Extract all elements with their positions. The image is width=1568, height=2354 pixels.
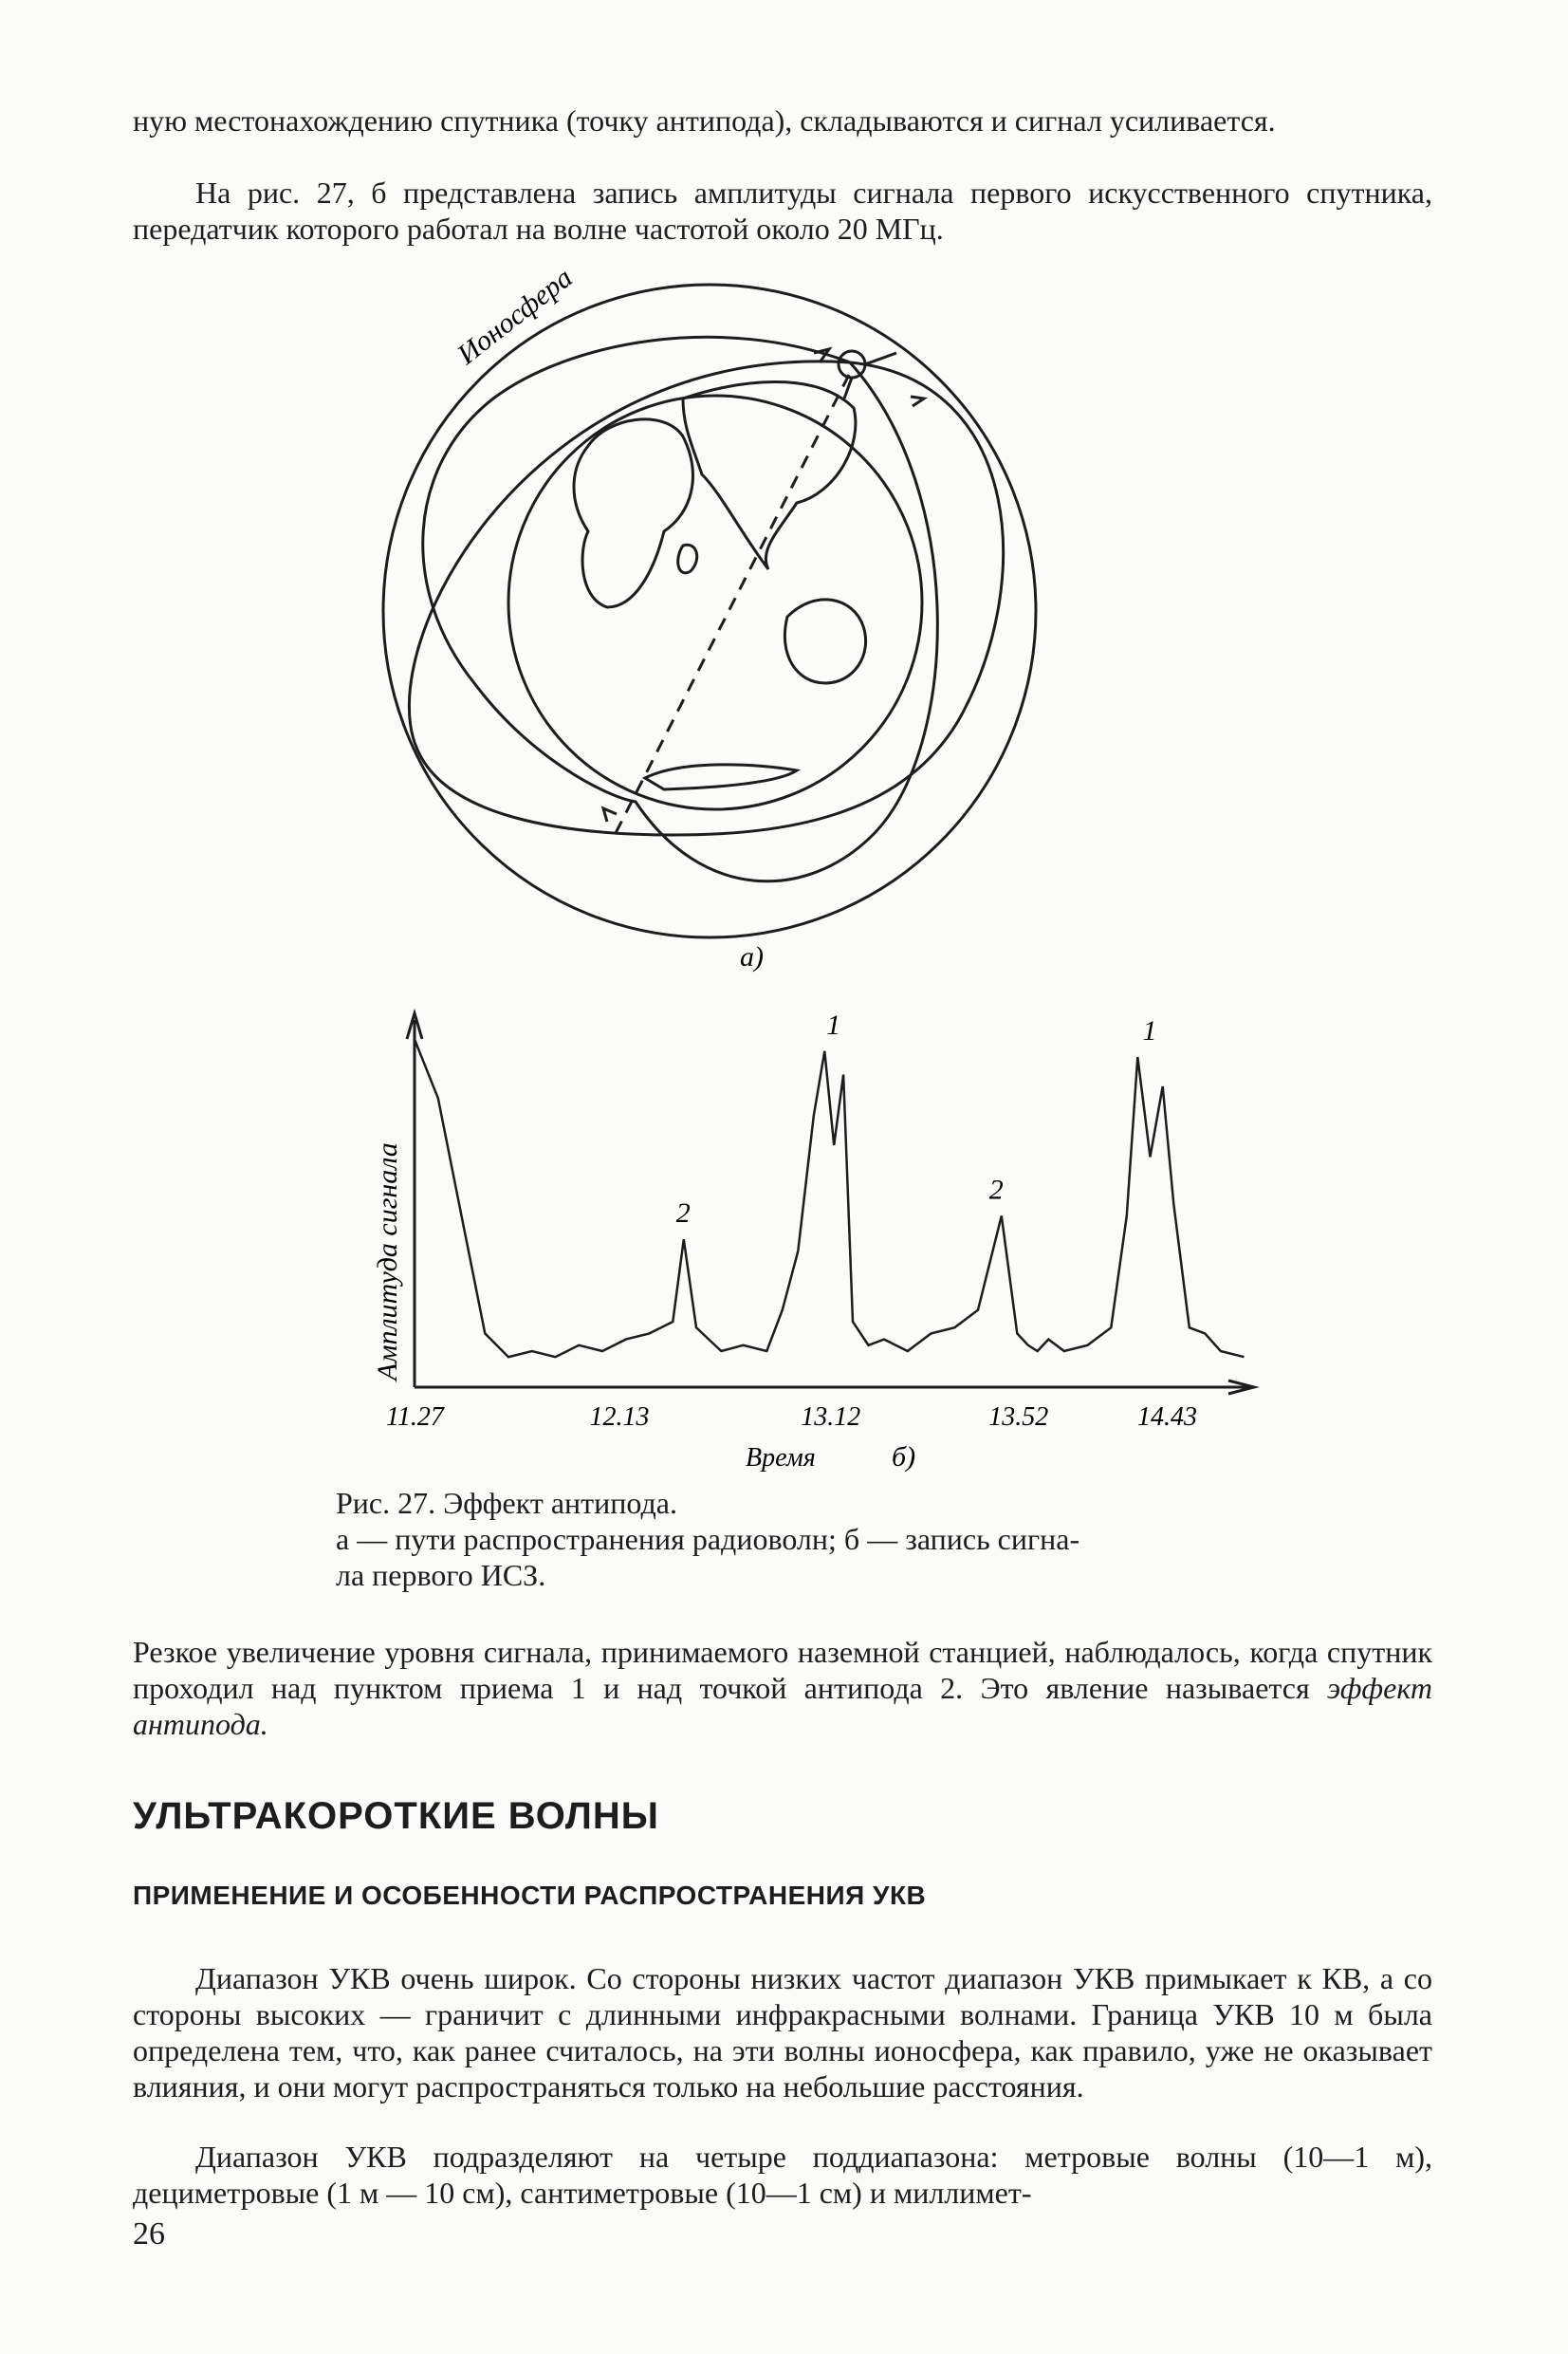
earth-circle: [508, 396, 922, 809]
paragraph-continuation: ную местонахождению спутника (точку антипода), складываются и сигнал усиливается.: [133, 103, 1276, 138]
satellite-icon: [839, 351, 865, 378]
antipode-effect-term: эффект антипода.: [133, 1671, 1432, 1741]
paragraph-vhf-subranges: Диапазон УКВ подразделяют на четыре поддиапазона: метровые волны (10—1 м), дециметровые (1 м — 10 см), сантиметровые (10—1 см) и миллимет-: [133, 2140, 1432, 2210]
subsection-heading: ПРИМЕНЕНИЕ И ОСОБЕННОСТИ РАСПРОСТРАНЕНИЯ УКВ: [133, 1881, 927, 1910]
peak-annotation: 1: [826, 1009, 841, 1041]
paragraph-intro: На рис. 27, б представлена запись амплитуды сигнала первого искусственного спутника, передатчик которого работал на волне частотой около 20 МГц.: [133, 176, 1432, 246]
caption-line-3: ла первого ИСЗ.: [336, 1558, 546, 1592]
antipode-dashed-line: [615, 375, 849, 835]
continent-australia: [784, 600, 865, 683]
paragraph-vhf-range: Диапазон УКВ очень широк. Со стороны низких частот диапазон УКВ примыкает к КВ, а со стороны высоких — граничит с длинными инфракрасными волнами. Граница УКВ 10 м была определена тем, что, как ранее считалось, на эти волны ионосфера, как правило, уже не оказывает влияния, и они могут распространяться только на небольшие расстояния.: [133, 1961, 1432, 2104]
peak-annotation: 1: [1142, 1015, 1157, 1047]
arrow-head-2: [911, 397, 924, 406]
caption-line-1: Рис. 27. Эффект антипода.: [336, 1486, 677, 1520]
section-heading: УЛЬТРАКОРОТКИЕ ВОЛНЫ: [133, 1795, 659, 1837]
satellite-antenna: [865, 353, 896, 364]
chart-y-arrow: [407, 1013, 422, 1039]
peak-annotation: 2: [675, 1197, 691, 1230]
figure-caption: [336, 1485, 1246, 1593]
x-tick-label: 14.43: [1137, 1402, 1197, 1432]
x-tick-label: 12.13: [589, 1402, 650, 1432]
chart-x-arrow: [1228, 1381, 1254, 1394]
orbit-path-1: [409, 361, 1003, 835]
continent-antarctica: [645, 765, 797, 789]
ionosphere-label: Ионосфера: [451, 262, 579, 371]
island-madagascar: [678, 545, 697, 573]
orbit-path-2: [423, 337, 938, 880]
peak-annotation: 2: [988, 1174, 1004, 1206]
paragraph-antipode-effect: [133, 1634, 1432, 1742]
chart-y-label: Амплитуда сигнала: [372, 1142, 403, 1381]
caption-line-2: а — пути распространения радиоволн; б — запись сигна-: [336, 1522, 1080, 1556]
panel-b-label: б): [892, 1441, 916, 1473]
arrow-head-3: [603, 808, 617, 822]
x-tick-label: 11.27: [386, 1402, 444, 1432]
x-tick-label: 13.12: [801, 1402, 861, 1432]
ionosphere-circle: [383, 285, 1036, 937]
continent-eurasia: [683, 382, 856, 570]
page-number: 26: [133, 2216, 165, 2252]
arrow-head-1: [814, 349, 829, 362]
satellite-antenna-2: [844, 378, 852, 399]
signal-amplitude-line: [415, 1039, 1245, 1357]
continent-africa: [574, 419, 692, 607]
panel-a-label: а): [740, 941, 764, 973]
chart-x-label: Время: [746, 1443, 816, 1473]
antipode-effect-text: Резкое увеличение уровня сигнала, принимаемого наземной станцией, наблюдалось, когда спутник проходил над пунктом приема 1 и над точкой антипода 2. Это явление называется: [133, 1635, 1432, 1705]
x-tick-label: 13.52: [988, 1402, 1049, 1432]
